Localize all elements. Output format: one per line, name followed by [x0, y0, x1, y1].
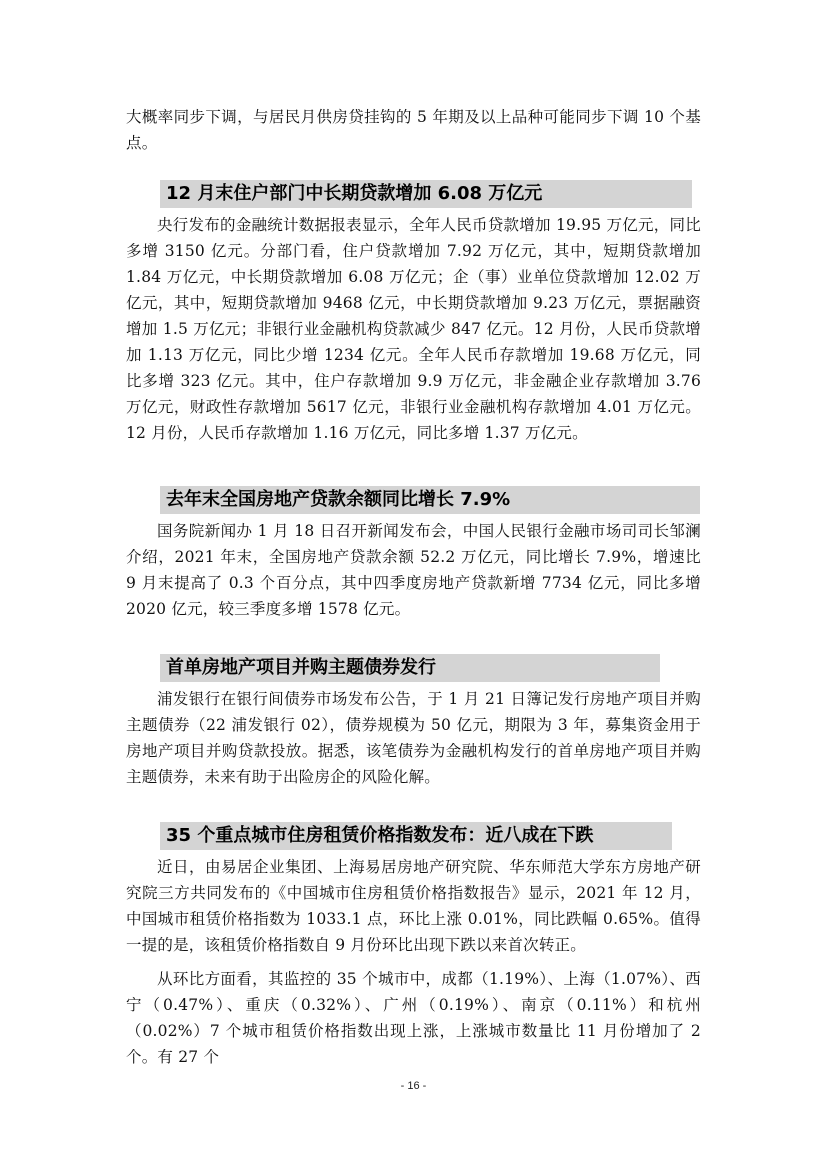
section-paragraph-merger-bond: 浦发银行在银行间债券市场发布公告，于 1 月 21 日簿记发行房地产项目并购主题债券（22 浦发银行 02），债券规模为 50 亿元，期限为 3 年，募集资金用于房地产项目并购贷款投放。据悉，该笔债券为金融机构发行的首单房地产项目并购主题债券，未来有助于出险房企的风险化解。 [126, 690, 701, 786]
intro-paragraph: 大概率同步下调，与居民月供房贷挂钩的 5 年期及以上品种可能同步下调 10 个基点。 [126, 108, 701, 152]
section-paragraph-property-loan-balance: 国务院新闻办 1 月 18 日召开新闻发布会，中国人民银行金融市场司司长邹澜介绍，2021 年末，全国房地产贷款余额 52.2 万亿元，同比增长 7.9%，增速比 9 月末提高了 0.3 个百分点，其中四季度房地产贷款新增 7734 亿元，同比多增 2020 亿元，较三季度多增 1578 亿元。 [126, 522, 701, 618]
section-paragraph-rental-index-1: 近日，由易居企业集团、上海易居房地产研究院、华东师范大学东方房地产研究院三方共同发布的《中国城市住房租赁价格指数报告》显示，2021 年 12 月，中国城市租赁价格指数为 1033.1 点，环比上涨 0.01%，同比跌幅 0.65%。值得一提的是，该租赁价格指数自 9 月份环比出现下跌以来首次转正。 [126, 858, 701, 954]
section-paragraph-loans: 央行发布的金融统计数据报表显示，全年人民币贷款增加 19.95 万亿元，同比多增 3150 亿元。分部门看，住户贷款增加 7.92 万亿元，其中，短期贷款增加 1.84 万亿元，中长期贷款增加 6.08 万亿元；企（事）业单位贷款增加 12.02 万亿元，其中，短期贷款增加 9468 亿元，中长期贷款增加 9.23 万亿元，票据融资增加 1.5 万亿元；非银行业金融机构贷款减少 847 亿元。12 月份，人民币贷款增加 1.13 万亿元，同比少增 1234 亿元。全年人民币存款增加 19.68 万亿元，同比多增 323 亿元。其中，住户存款增加 9.9 万亿元，非金融企业存款增加 3.76 万亿元，财政性存款增加 5617 亿元，非银行业金融机构存款增加 4.01 万亿元。12 月份，人民币存款增加 1.16 万亿元，同比多增 1.37 万亿元。 [126, 216, 701, 442]
section-heading-property-loan-balance: 去年末全国房地产贷款余额同比增长 7.9% [160, 486, 700, 514]
section-paragraph-rental-index-2: 从环比方面看，其监控的 35 个城市中，成都（1.19%）、上海（1.07%）、西宁（0.47%）、重庆（0.32%）、广州（0.19%）、南京（0.11%）和杭州（0.02%）7 个城市租赁价格指数出现上涨，上涨城市数量比 11 月份增加了 2 个。有 27 个 [126, 970, 701, 1066]
section-heading-rental-index: 35 个重点城市住房租赁价格指数发布：近八成在下跌 [160, 822, 672, 850]
section-heading-merger-bond: 首单房地产项目并购主题债券发行 [160, 654, 660, 682]
page-number: - 16 - [400, 1080, 427, 1092]
section-heading-loans: 12 月末住户部门中长期贷款增加 6.08 万亿元 [160, 180, 692, 208]
